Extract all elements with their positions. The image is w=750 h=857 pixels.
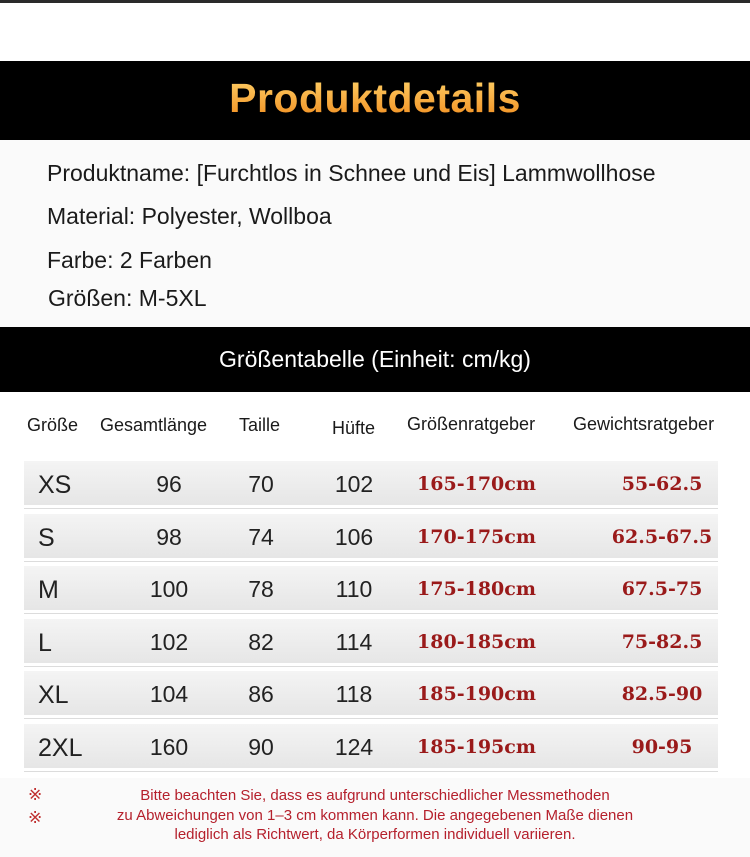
size-cell: XL xyxy=(38,681,69,709)
weight-guide-cell: 82.5-90 xyxy=(621,683,703,705)
note-line: zu Abweichungen von 1–3 cm kommen kann. Die angegebenen Maße dienen xyxy=(116,807,634,824)
product-details-banner xyxy=(0,61,750,140)
weight-guide-cell: 55-62.5 xyxy=(621,473,703,495)
product-details-section xyxy=(0,140,750,327)
size-cell: 2XL xyxy=(38,733,83,762)
row-divider xyxy=(24,771,718,772)
size-guide-cell: 175-180cm xyxy=(417,578,536,600)
weight-guide-cell: 75-82.5 xyxy=(621,630,703,653)
size-guide-cell: 165-170cm xyxy=(417,473,536,495)
length-cell: 98 xyxy=(156,523,182,550)
column-header-waist: Taille xyxy=(239,415,281,435)
size-cell: S xyxy=(38,523,55,552)
size-guide-cell: 180-185cm xyxy=(417,630,536,653)
size-chart-title: Größentabelle (Einheit: cm/kg) xyxy=(219,346,531,372)
length-cell: 160 xyxy=(149,733,189,760)
size-cell: L xyxy=(38,628,52,657)
note-symbol: ※ xyxy=(28,808,43,827)
waist-cell: 70 xyxy=(248,471,274,497)
top-divider xyxy=(0,0,750,3)
size-cell: M xyxy=(38,576,59,604)
product-color: Farbe: 2 Farben xyxy=(47,247,212,273)
table-row xyxy=(24,615,718,667)
column-header-size: Größe xyxy=(27,415,79,435)
column-header-weight-guide: Gewichtsratgeber xyxy=(573,414,715,434)
waist-cell: 86 xyxy=(248,681,274,707)
waist-cell: 82 xyxy=(248,628,274,655)
length-cell: 104 xyxy=(149,681,189,707)
size-table xyxy=(0,392,750,772)
page-title: Produktdetails xyxy=(0,75,750,122)
hip-cell: 124 xyxy=(334,733,374,760)
size-guide-cell: 185-190cm xyxy=(417,683,536,705)
product-material: Material: Polyester, Wollboa xyxy=(47,203,332,229)
waist-cell: 74 xyxy=(248,523,274,550)
product-name: Produktname: [Furchtlos in Schnee und Eis] Lammwollhose xyxy=(47,160,656,186)
size-guide-cell: 170-175cm xyxy=(417,525,536,548)
note-symbol: ※ xyxy=(28,785,43,804)
waist-cell: 90 xyxy=(248,733,274,760)
hip-cell: 114 xyxy=(335,628,373,655)
table-row xyxy=(24,457,718,509)
column-header-length: Gesamtlänge xyxy=(100,415,208,435)
weight-guide-cell: 90-95 xyxy=(631,735,693,758)
weight-guide-cell: 67.5-75 xyxy=(621,578,703,600)
note-line: lediglich als Richtwert, da Körperformen individuell variieren. xyxy=(174,826,576,843)
table-row xyxy=(24,667,718,719)
hip-cell: 102 xyxy=(334,471,374,497)
note-line: Bitte beachten Sie, dass es aufgrund unterschiedlicher Messmethoden xyxy=(140,787,610,804)
column-header-size-guide: Größenratgeber xyxy=(407,414,536,434)
size-guide-cell: 185-195cm xyxy=(417,735,536,758)
table-row xyxy=(24,510,718,562)
table-row xyxy=(24,562,718,614)
hip-cell: 106 xyxy=(334,523,374,550)
waist-cell: 78 xyxy=(248,576,274,602)
column-header-hip: Hüfte xyxy=(332,418,376,438)
length-cell: 100 xyxy=(149,576,189,602)
table-row xyxy=(24,720,718,772)
hip-cell: 110 xyxy=(335,576,373,602)
size-cell: XS xyxy=(38,471,72,499)
weight-guide-cell: 62.5-67.5 xyxy=(611,525,713,548)
length-cell: 102 xyxy=(149,628,189,655)
hip-cell: 118 xyxy=(335,681,373,707)
length-cell: 96 xyxy=(156,471,182,497)
product-sizes: Größen: M-5XL xyxy=(48,285,207,311)
measurement-note xyxy=(0,778,750,857)
size-chart-banner xyxy=(0,327,750,392)
